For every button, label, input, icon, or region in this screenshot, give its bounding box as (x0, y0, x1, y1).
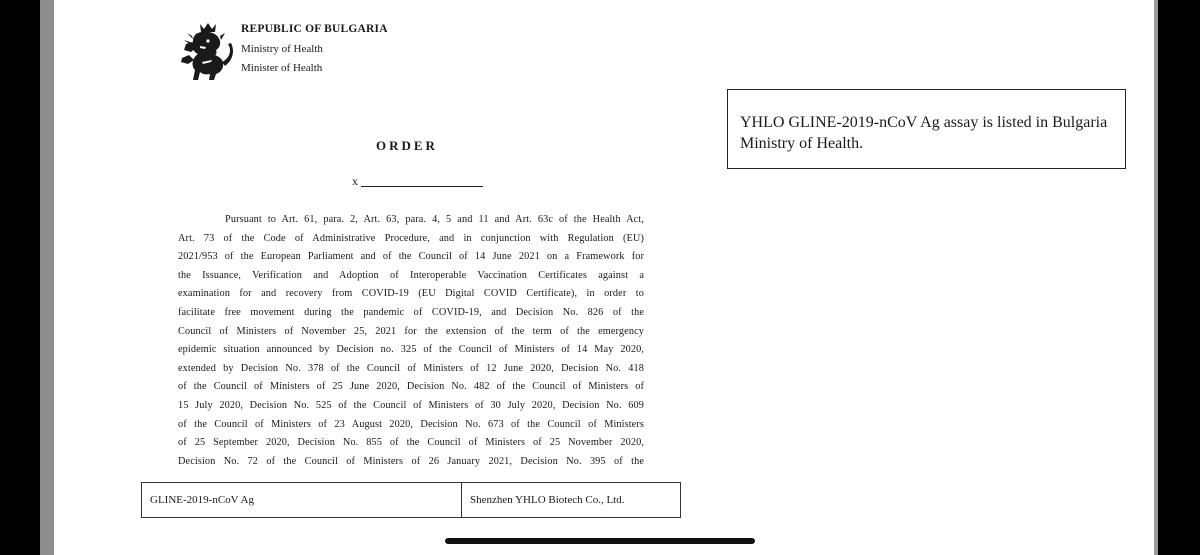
right-edge-bar (1154, 0, 1158, 555)
minister-title: Minister of Health (241, 62, 323, 74)
body-line: of the Council of Ministers of 25 June 2020, Decision No. 482 of the Council of Ministers of (178, 381, 644, 393)
body-line: the Issuance, Verification and Adoption of Interoperable Vaccination Certificates against a (178, 269, 644, 281)
body-line: Decision No. 72 of the Council of Ministers of 26 January 2021, Decision No. 395 of the (178, 455, 644, 467)
product-table-row (141, 482, 681, 518)
product-name-cell: GLINE-2019-nCoV Ag (142, 483, 462, 517)
body-line: of the Council of Ministers of 23 August 2020, Decision No. 673 of the Council of Ministers (178, 418, 644, 430)
left-edge-bar (40, 0, 54, 555)
ministry-name: Ministry of Health (241, 43, 323, 55)
home-indicator-bar[interactable] (445, 538, 755, 544)
country-title: REPUBLIC OF BULGARIA (241, 23, 388, 35)
body-line: 2021/953 of the European Parliament and of the Council of 14 June 2021 on a Framework for (178, 251, 644, 263)
body-line: examination for and recovery from COVID-19 (EU Digital COVID Certificate), in order to (178, 288, 644, 300)
body-line: extended by Decision No. 378 of the Council of Ministers of 12 June 2020, Decision No. 418 (178, 362, 644, 374)
order-body (178, 211, 644, 471)
body-line: epidemic situation announced by Decision no. 325 of the Council of Ministers of 14 May 2020, (178, 344, 644, 356)
body-line: Pursuant to Art. 61, para. 2, Art. 63, para. 4, 5 and 11 and Art. 63c of the Health Act, (225, 214, 644, 225)
order-title: ORDER (376, 138, 438, 153)
order-number-line (361, 186, 483, 187)
body-line: Council of Ministers of November 25, 2021 for the extension of the term of the emergency (178, 325, 644, 337)
body-line: 15 July 2020, Decision No. 525 of the Council of Ministers of 30 July 2020, Decision No. 609 (178, 399, 644, 411)
annotation-line-1: YHLO GLINE-2019-nCoV Ag assay is listed in Bulgaria (740, 114, 1108, 131)
annotation-line-2: Ministry of Health. (740, 135, 864, 152)
body-line: of 25 September 2020, Decision No. 855 of the Council of Ministers of 25 November 2020, (178, 437, 644, 449)
manufacturer-cell: Shenzhen YHLO Biotech Co., Ltd. (470, 494, 625, 506)
annotation-box (727, 89, 1126, 169)
annotation-text (740, 112, 1126, 154)
body-line: facilitate free movement during the pandemic of COVID-19, and Decision No. 826 of the (178, 306, 644, 318)
coat-of-arms-icon (178, 22, 234, 84)
body-line: Art. 73 of the Code of Administrative Procedure, and in conjunction with Regulation (EU) (178, 232, 644, 244)
order-number-prefix: x (352, 174, 358, 188)
